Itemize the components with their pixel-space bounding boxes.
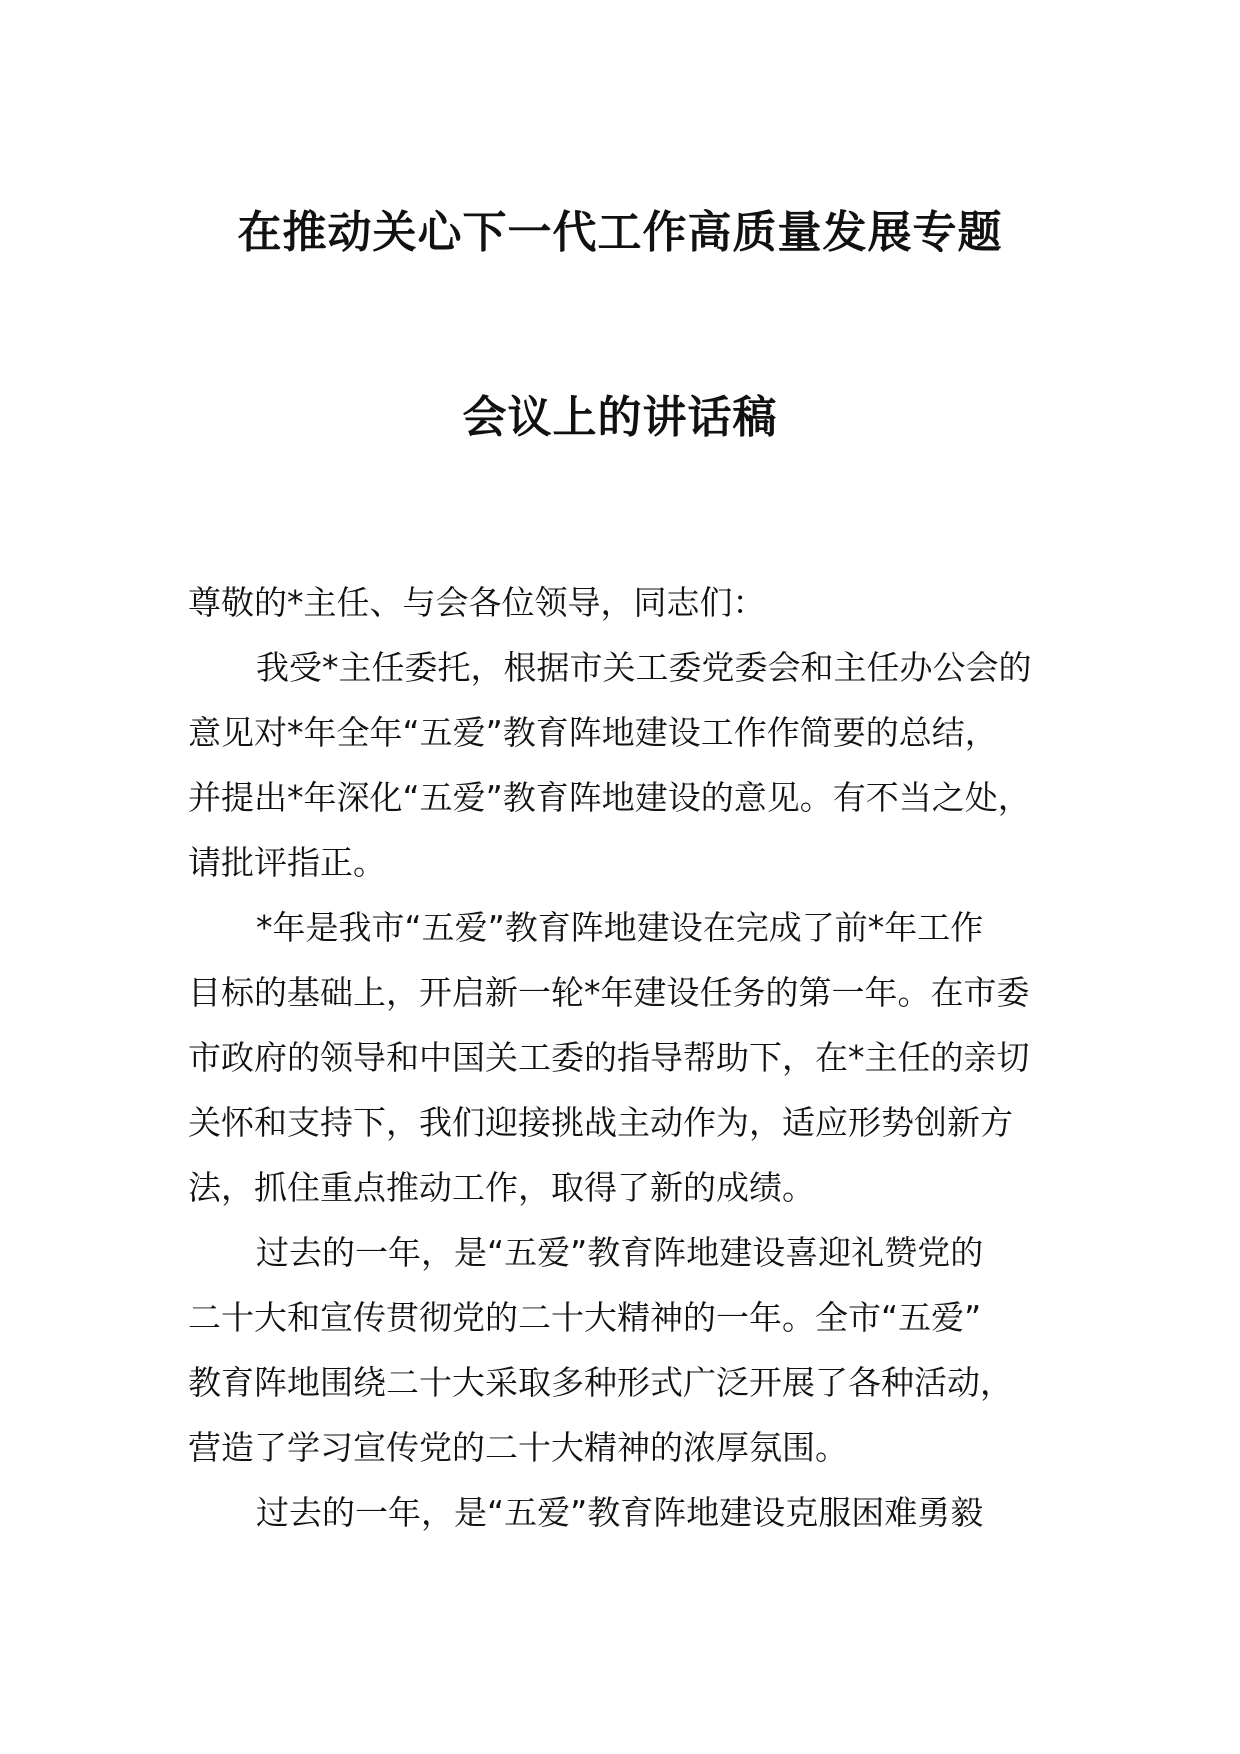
body-line: 意见对*年全年“五爱”教育阵地建设工作作简要的总结， xyxy=(188,713,998,752)
body-line: 请批评指正。 xyxy=(188,843,386,882)
document-title-line-1: 在推动关心下一代工作高质量发展专题 xyxy=(237,207,1003,258)
body-line: 过去的一年，是“五爱”教育阵地建设克服困难勇毅 xyxy=(256,1493,984,1532)
body-line: 教育阵地围绕二十大采取多种形式广泛开展了各种活动， xyxy=(188,1363,1013,1402)
body-line: 过去的一年，是“五爱”教育阵地建设喜迎礼赞党的 xyxy=(256,1233,984,1272)
body-line: 二十大和宣传贯彻党的二十大精神的一年。全市“五爱” xyxy=(188,1298,982,1337)
body-line: 关怀和支持下，我们迎接挑战主动作为，适应形势创新方 xyxy=(188,1103,1013,1142)
document-body xyxy=(188,570,1088,1545)
body-line: 并提出*年深化“五爱”教育阵地建设的意见。有不当之处， xyxy=(188,778,1031,817)
body-line: 营造了学习宣传党的二十大精神的浓厚氛围。 xyxy=(188,1428,848,1467)
salutation-line: 尊敬的*主任、与会各位领导，同志们： xyxy=(188,583,766,622)
document-title-line-2: 会议上的讲话稿 xyxy=(462,392,778,443)
body-line: *年是我市“五爱”教育阵地建设在完成了前*年工作 xyxy=(256,908,984,947)
body-line: 目标的基础上，开启新一轮*年建设任务的第一年。在市委 xyxy=(188,973,1030,1012)
body-line: 市政府的领导和中国关工委的指导帮助下，在*主任的亲切 xyxy=(188,1038,1030,1077)
body-line: 法，抓住重点推动工作，取得了新的成绩。 xyxy=(188,1168,815,1207)
body-line: 我受*主任委托，根据市关工委党委会和主任办公会的 xyxy=(256,648,1032,687)
